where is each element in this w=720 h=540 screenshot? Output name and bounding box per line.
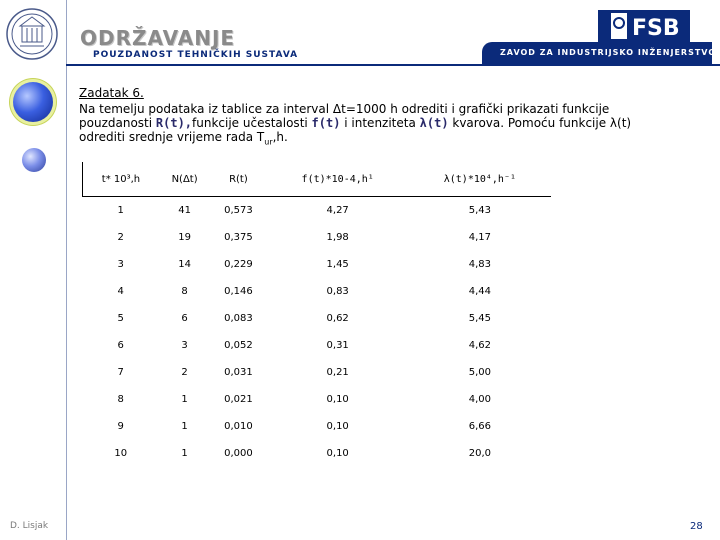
table-cell: 4,00 <box>468 394 492 405</box>
task-line-2 <box>79 116 709 130</box>
task-text: funkcije učestalosti <box>192 116 312 130</box>
table-header-row <box>83 162 552 197</box>
table-cell: 0,10 <box>326 448 349 459</box>
task-text: odrediti srednje vrijeme rada T <box>79 130 265 144</box>
task-title: Zadatak 6. <box>79 86 144 100</box>
table-row <box>83 386 552 413</box>
table-cell: 0,031 <box>224 367 253 378</box>
table-cell: 5 <box>117 313 124 324</box>
university-seal-icon <box>6 4 58 64</box>
table-cell: 1,45 <box>326 259 349 270</box>
task-formula-r: R(t), <box>155 116 193 130</box>
table-cell: 0,31 <box>326 340 349 351</box>
table-cell: 41 <box>178 205 191 216</box>
table-cell: 5,00 <box>468 367 492 378</box>
table-cell: 6,66 <box>468 421 492 432</box>
table-cell: 4,27 <box>326 205 349 216</box>
table-cell: 0,83 <box>326 286 349 297</box>
table-cell: 1 <box>117 205 124 216</box>
table-row <box>83 251 552 278</box>
table-cell: 0,10 <box>326 394 349 405</box>
table-cell: 8 <box>117 394 124 405</box>
table-cell: 19 <box>178 232 191 243</box>
table-cell: 4,44 <box>468 286 492 297</box>
table-cell: 0,021 <box>224 394 253 405</box>
table-cell: 6 <box>181 313 188 324</box>
column-header: f(t)*10-4,h¹ <box>267 162 409 197</box>
task-text: pouzdanosti <box>79 116 156 130</box>
table-cell: 2 <box>181 367 188 378</box>
table-cell: 4,17 <box>468 232 492 243</box>
small-blue-sphere-icon <box>22 148 46 172</box>
column-header: N(Δt) <box>159 162 210 197</box>
blue-sphere-icon <box>13 82 53 122</box>
page-subtitle: POUZDANOST TEHNIČKIH SUSTAVA <box>93 50 299 60</box>
table-row <box>83 278 552 305</box>
column-header: t* 10³,h <box>83 162 159 197</box>
page-title: ODRŽAVANJE <box>80 26 236 50</box>
logo-text: FSB <box>632 16 680 41</box>
table-row <box>83 413 552 440</box>
table-row <box>83 224 552 251</box>
fsb-logo-icon <box>598 10 690 42</box>
author-label: D. Lisjak <box>10 521 49 531</box>
table-cell: 0,62 <box>326 313 349 324</box>
table-cell: 1 <box>181 394 188 405</box>
table-cell: 1 <box>181 448 188 459</box>
table-cell: 6 <box>117 340 124 351</box>
table-cell: 14 <box>178 259 191 270</box>
task-formula-f: f(t) <box>311 116 341 130</box>
table-row <box>83 440 552 467</box>
table-cell: 0,052 <box>224 340 253 351</box>
table-row <box>83 359 552 386</box>
table-cell: 10 <box>114 448 128 459</box>
table-cell: 1 <box>181 421 188 432</box>
task-description <box>79 102 709 149</box>
task-subscript: ur <box>264 137 273 147</box>
table-cell: 7 <box>117 367 124 378</box>
header-divider <box>66 64 720 66</box>
column-header: λ(t)*10⁴,h⁻¹ <box>409 162 551 197</box>
table-row <box>83 332 552 359</box>
left-sidebar <box>0 0 67 540</box>
table-cell: 3 <box>181 340 188 351</box>
column-header: R(t) <box>210 162 266 197</box>
department-label: ZAVOD ZA INDUSTRIJSKO INŽENJERSTVO <box>500 48 717 57</box>
task-text: i intenziteta <box>340 116 420 130</box>
table-cell: 20,0 <box>468 448 492 459</box>
table-cell: 4,62 <box>468 340 492 351</box>
table-cell: 0,10 <box>326 421 349 432</box>
table-cell: 9 <box>117 421 124 432</box>
table-cell: 4 <box>117 286 124 297</box>
table-cell: 0,573 <box>224 205 253 216</box>
table-cell: 5,43 <box>468 205 492 216</box>
table-cell: 0,375 <box>224 232 253 243</box>
table-cell: 0,000 <box>224 448 253 459</box>
table-cell: 4,83 <box>468 259 492 270</box>
table-cell: 0,010 <box>224 421 253 432</box>
table-row <box>83 305 552 332</box>
task-line-3 <box>79 130 709 149</box>
table-cell: 0,146 <box>224 286 253 297</box>
task-text: kvarova. Pomoću funkcije λ(t) <box>448 116 632 130</box>
task-line-1: Na temelju podataka iz tablice za interval Δt=1000 h odrediti i grafički prikazati funkcije <box>79 102 610 116</box>
table-cell: 2 <box>117 232 124 243</box>
task-formula-lambda: λ(t) <box>419 116 449 130</box>
data-table <box>82 162 551 467</box>
table-cell: 8 <box>181 286 188 297</box>
table-cell: 0,21 <box>326 367 349 378</box>
task-text: ,h. <box>272 130 288 144</box>
table-cell: 3 <box>117 259 124 270</box>
page-number: 28 <box>690 521 703 532</box>
table-cell: 0,083 <box>224 313 253 324</box>
table-cell: 0,229 <box>224 259 253 270</box>
table-cell: 5,45 <box>468 313 492 324</box>
table-cell: 1,98 <box>326 232 349 243</box>
table-row <box>83 197 552 225</box>
